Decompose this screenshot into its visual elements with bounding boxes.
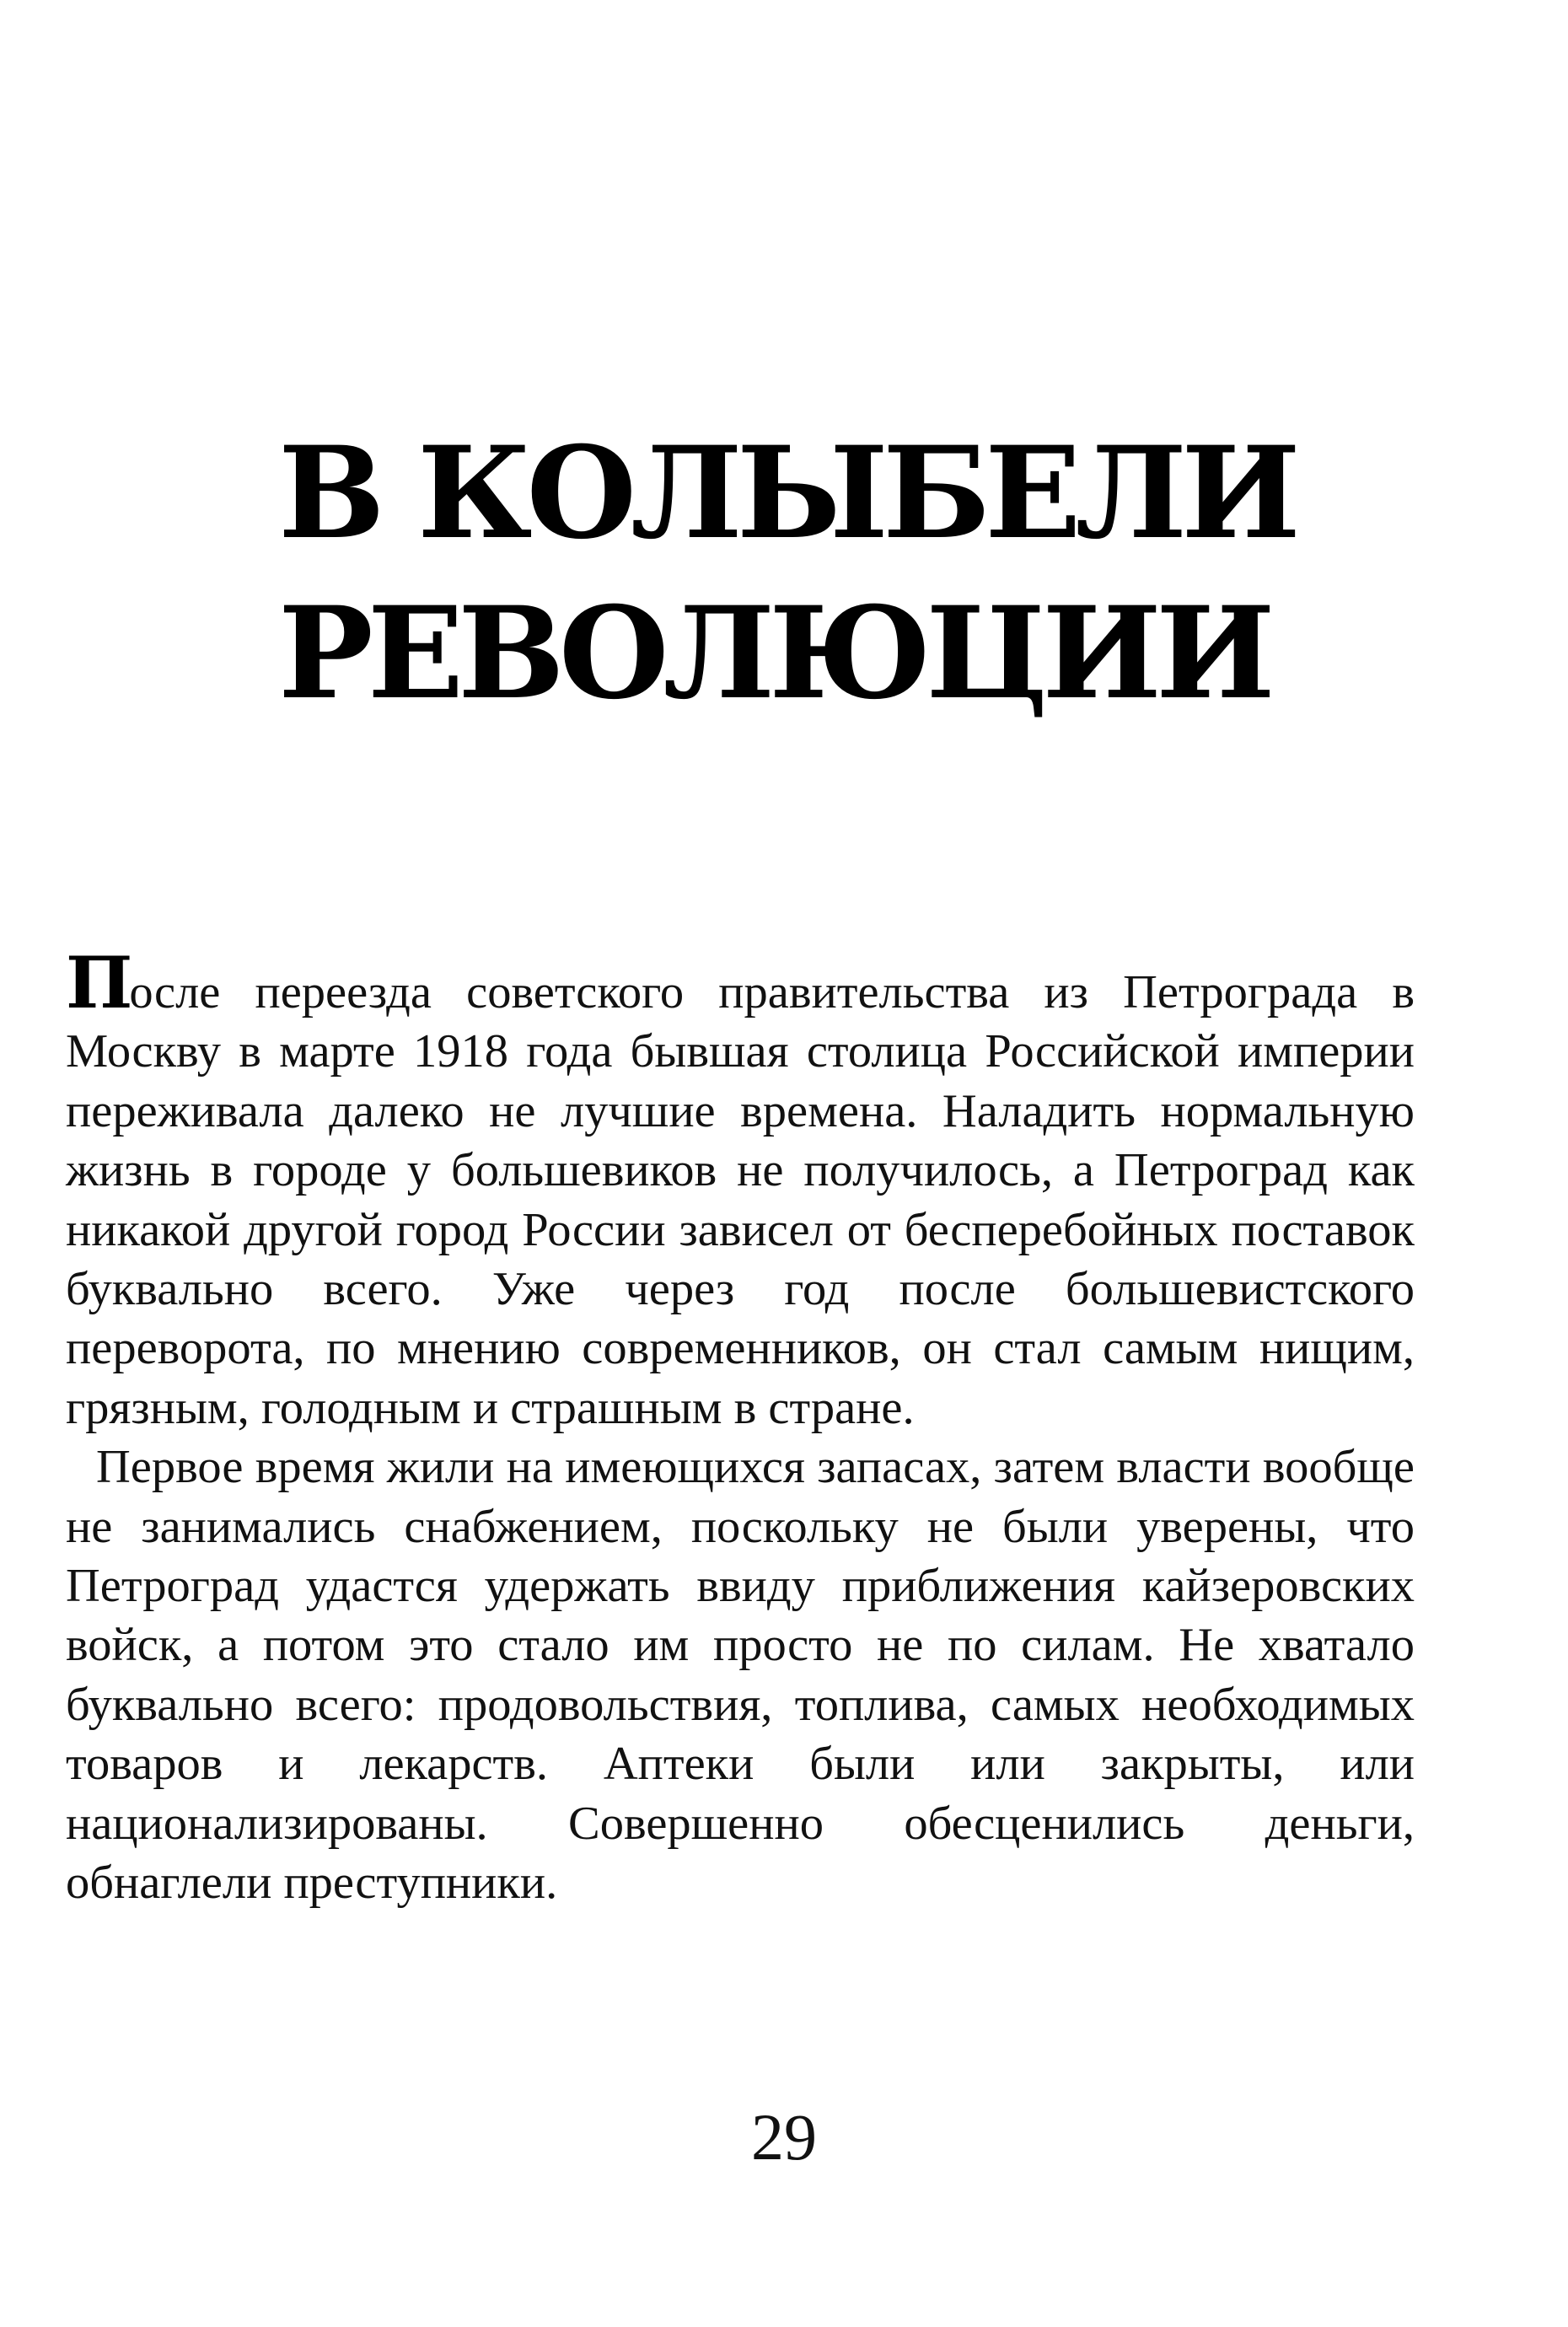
- chapter-title-line-1: В КОЛЫБЕЛИ: [278, 419, 1295, 567]
- paragraph-2: Первое время жили на имеющихся запасах, затем власти вообще не занимались снабжением, поскольку не были уверены, что Петроград удастся удержать ввиду приближения кайзеровских войск, а потом это стало им просто не по силам. Не хватало буквально всего: продовольствия, топлива, самых необходимых товаров и лекарств. Аптеки были или закрыты, или национализированы. Совершенно обесценились деньги, обнаглели преступники.: [66, 1441, 1415, 1910]
- page-number: 29: [751, 2100, 817, 2174]
- chapter-body: [66, 941, 1415, 1913]
- drop-cap: П: [66, 941, 130, 1024]
- paragraph-1-text: осле переезда советского правительства из Петрограда в Москву в марте 1918 года бывшая столица Российской империи переживала далеко не лучшие времена. Наладить нормальную жизнь в городе у большевиков не получилось, а Петроград как никакой другой город России зависел от бесперебойных поставок буквально всего. Уже через год после большевистского переворота, по мнению современников, он стал самым нищим, грязным, голодным и страшным в стране.: [66, 966, 1415, 1434]
- paragraph-1: [66, 941, 1415, 1438]
- chapter-title: [278, 413, 1295, 734]
- chapter-title-line-2: РЕВОЛЮЦИИ: [278, 579, 1270, 728]
